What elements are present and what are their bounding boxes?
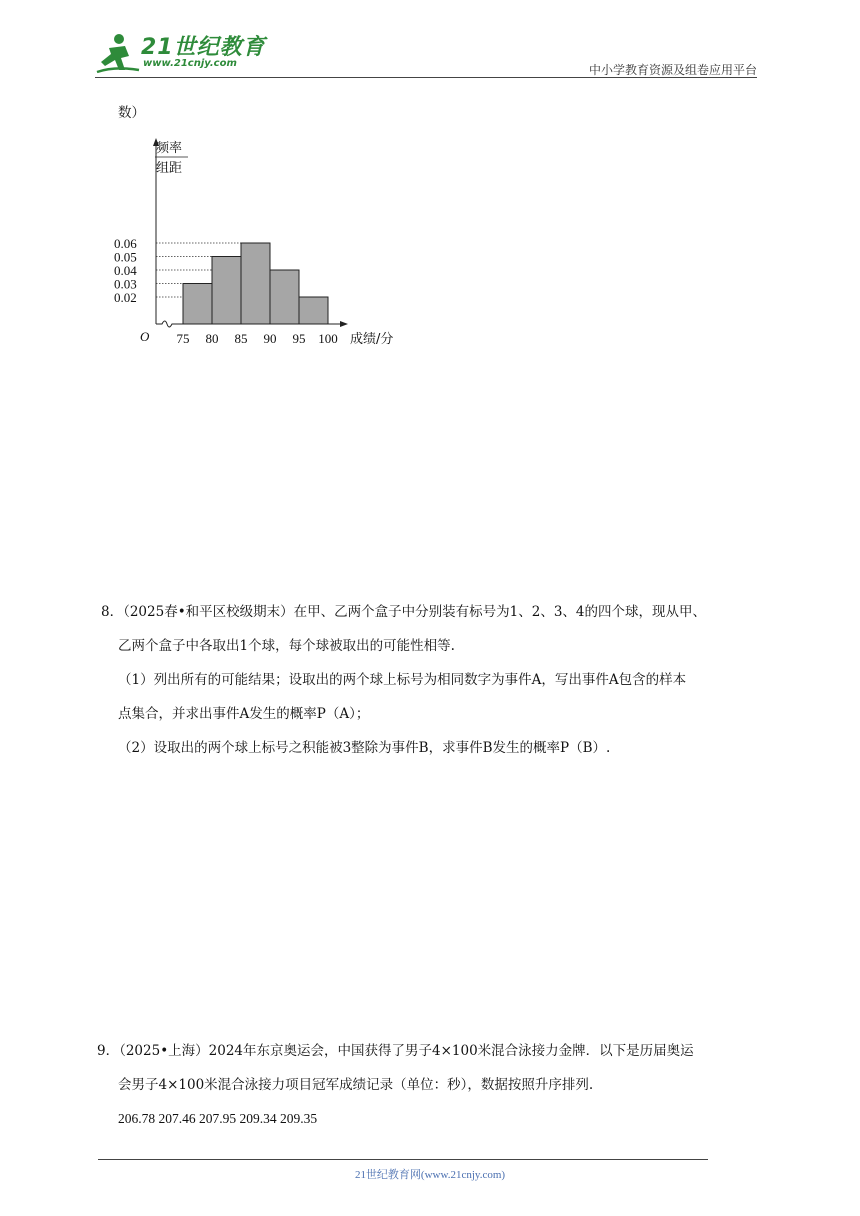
- platform-title: 中小学教育资源及组卷应用平台: [588, 63, 757, 77]
- y-tick-label: 0.04: [114, 263, 137, 278]
- frequency-histogram: [110, 132, 410, 362]
- x-tick-label: 80: [205, 331, 219, 346]
- logo-text: 21世纪教育: [141, 35, 266, 60]
- x-tick-label: 85: [234, 331, 248, 346]
- histogram-bar: [270, 270, 299, 324]
- y-tick-label: 0.03: [114, 276, 137, 292]
- q9-line1: 9．（2025•上海）2024年东京奥运会，中国获得了男子4×100米混合泳接力金牌．以下是历届奥运: [97, 1043, 694, 1059]
- continuation-text: 数）: [118, 105, 145, 121]
- q9-data-values: 206.78 207.46 207.95 209.34 209.35: [118, 1111, 318, 1126]
- footer-text: 21世纪教育网(www.21cnjy.com): [354, 1169, 506, 1181]
- logo-url: www.21cnjy.com: [143, 58, 237, 69]
- histogram-bar: [241, 243, 270, 324]
- footer-divider: [98, 1159, 708, 1160]
- x-tick-label: 100: [318, 331, 338, 346]
- x-axis-label: 成绩/分: [350, 332, 394, 347]
- q8-line1: 8．（2025春•和平区校级期末）在甲、乙两个盒子中分别装有标号为1、2、3、4的四个球，现从甲、: [101, 604, 707, 620]
- origin-label: O: [140, 329, 150, 344]
- histogram-bar: [183, 284, 212, 325]
- y-tick-label: 0.02: [114, 290, 137, 305]
- histogram-bar: [212, 257, 241, 325]
- x-axis-arrow-icon: [340, 321, 348, 327]
- q8-line2: 乙两个盒子中各取出1个球，每个球被取出的可能性相等.: [118, 638, 455, 654]
- y-tick-label: 0.05: [114, 249, 137, 265]
- histogram-bar: [299, 297, 328, 324]
- q8-line5: （2）设取出的两个球上标号之积能被3整除为事件B，求事件B发生的概率P（B）.: [118, 740, 611, 756]
- y-axis-label-denominator: 组距: [156, 161, 183, 176]
- x-tick-label: 75: [176, 331, 190, 346]
- y-axis-label-numerator: 频率: [156, 141, 183, 156]
- y-tick-label: 0.06: [114, 236, 137, 251]
- x-tick-label: 90: [263, 331, 277, 346]
- q8-line3: （1）列出所有的可能结果；设取出的两个球上标号为相同数字为事件A，写出事件A包含的样本: [118, 672, 687, 688]
- x-tick-label: 95: [292, 331, 306, 346]
- header-divider: [95, 77, 757, 78]
- page-header: [95, 28, 757, 78]
- q9-line2: 会男子4×100米混合泳接力项目冠军成绩记录（单位：秒），数据按照升序排列.: [118, 1077, 594, 1093]
- q8-line4: 点集合，并求出事件A发生的概率P（A）；: [118, 706, 370, 722]
